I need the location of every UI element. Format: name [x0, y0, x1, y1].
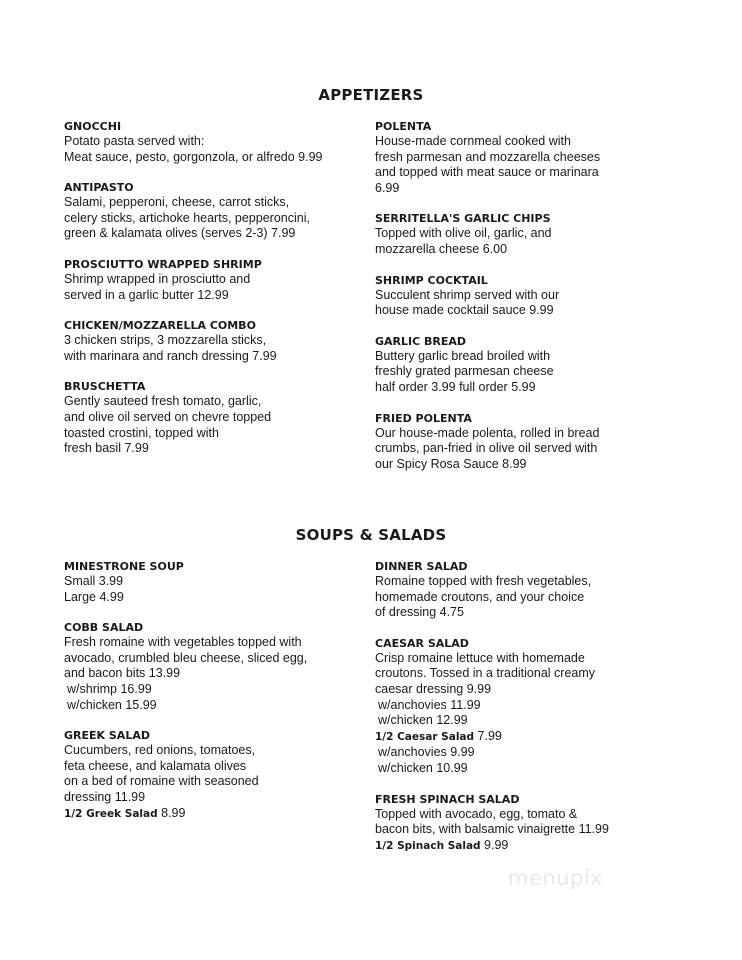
menu-item-description: and olive oil served on chevre topped	[64, 409, 272, 424]
menu-item-description: w/chicken 10.99	[378, 760, 468, 775]
menu-item-description: w/chicken 12.99	[378, 713, 468, 728]
half-portion-price: 7.99	[477, 728, 502, 743]
menu-item-description: crumbs, pan-fried in olive oil served with	[375, 441, 598, 456]
menu-item	[64, 181, 394, 242]
menu-item-description: Topped with avocado, egg, tomato &	[375, 806, 578, 821]
menu-item	[64, 258, 394, 303]
menu-item-description: dressing 11.99	[64, 789, 146, 804]
menu-item-description: Large 4.99	[64, 589, 124, 604]
menu-item-description: Shrimp wrapped in prosciutto and	[64, 271, 251, 286]
menu-item-description: and bacon bits 13.99	[64, 666, 181, 681]
menu-item-description: bacon bits, with balsamic vinaigrette 11.99	[375, 822, 609, 837]
menu-item-description: Romaine topped with fresh vegetables,	[375, 574, 592, 588]
menu-item-name: GNOCCHI	[64, 120, 122, 133]
menu-item-description: Salami, pepperoni, cheese, carrot sticks,	[64, 195, 290, 210]
menu-item-description: our Spicy Rosa Sauce 8.99	[375, 456, 527, 471]
menu-item-description: green & kalamata olives (serves 2-3) 7.99	[64, 226, 296, 241]
menu-item-description: on a bed of romaine with seasoned	[64, 774, 259, 789]
menu-item-name: FRIED POLENTA	[375, 411, 472, 425]
soups-left-column	[64, 560, 394, 838]
menu-item-description: Cucumbers, red onions, tomatoes,	[64, 743, 256, 758]
menu-item-description: w/chicken 15.99	[67, 697, 157, 712]
menu-item-description: Small 3.99	[64, 574, 124, 588]
menu-item	[64, 319, 394, 364]
half-portion-label: 1/2 Spinach Salad	[375, 839, 481, 852]
menu-item-description: and topped with meat sauce or marinara	[375, 165, 599, 180]
menu-item	[375, 560, 705, 621]
menu-item	[375, 212, 705, 257]
menu-item-description: w/shrimp 16.99	[67, 681, 152, 696]
half-portion-label: 1/2 Caesar Salad	[375, 730, 475, 743]
appetizers-left-column	[64, 120, 394, 473]
menu-item	[375, 120, 705, 196]
menu-item-name: POLENTA	[375, 120, 432, 133]
menu-item-name: ANTIPASTO	[64, 181, 134, 195]
menu-item-name: CHICKEN/MOZZARELLA COMBO	[64, 319, 256, 333]
soups-salads-title: SOUPS & SALADS	[295, 526, 447, 544]
menu-item-name: SHRIMP COCKTAIL	[375, 273, 488, 287]
appetizers-title: APPETIZERS	[318, 86, 424, 104]
half-portion-price: 9.99	[484, 837, 509, 852]
menu-item-description: Potato pasta served with:	[64, 134, 205, 148]
watermark: menupix	[508, 866, 604, 890]
menu-item-name: GARLIC BREAD	[375, 334, 467, 348]
menu-item-description: of dressing 4.75	[375, 605, 464, 620]
menu-item-description: served in a garlic butter 12.99	[64, 287, 229, 302]
menu-item-description: Crisp romaine lettuce with homemade	[375, 650, 585, 665]
menu-item	[64, 380, 394, 456]
menu-item	[64, 560, 394, 605]
menu-item-description: caesar dressing 9.99	[375, 681, 492, 696]
menu-item-description: toasted crostini, topped with	[64, 425, 219, 440]
menu-item-description: feta cheese, and kalamata olives	[64, 758, 247, 773]
menu-item-description: freshly grated parmesan cheese	[375, 364, 554, 379]
menu-item	[375, 793, 705, 855]
menu-item-name: DINNER SALAD	[375, 560, 468, 573]
menu-item	[375, 274, 705, 319]
half-portion-price: 8.99	[161, 805, 186, 820]
menu-item-description: w/anchovies 11.99	[378, 697, 481, 712]
menu-item-description: Fresh romaine with vegetables topped with	[64, 635, 302, 650]
menu-item	[375, 412, 705, 473]
menu-item-description: Our house-made polenta, rolled in bread	[375, 425, 600, 440]
half-portion-line	[375, 729, 705, 746]
menu-item-description: House-made cornmeal cooked with	[375, 134, 571, 148]
half-portion-label: 1/2 Greek Salad	[64, 807, 158, 820]
menu-item-name: BRUSCHETTA	[64, 380, 146, 394]
menu-item-name: MINESTRONE SOUP	[64, 560, 184, 573]
menu-item	[64, 120, 394, 165]
menu-item-name: SERRITELLA'S GARLIC CHIPS	[375, 212, 551, 226]
menu-item-description: celery sticks, artichoke hearts, pepperoncini,	[64, 210, 310, 225]
menu-item-name: COBB SALAD	[64, 621, 144, 635]
menu-item-name: FRESH SPINACH SALAD	[375, 792, 520, 806]
menu-item-description: with marinara and ranch dressing 7.99	[64, 348, 277, 363]
menu-item-name: PROSCIUTTO WRAPPED SHRIMP	[64, 257, 262, 271]
menu-item	[375, 637, 705, 777]
menu-item-description: Gently sauteed fresh tomato, garlic,	[64, 394, 262, 409]
soups-right-column	[375, 560, 705, 870]
menu-item-name: GREEK SALAD	[64, 729, 150, 743]
menu-item	[64, 729, 394, 822]
menu-item-description: Buttery garlic bread broiled with	[375, 348, 551, 363]
menu-item-description: avocado, crumbled bleu cheese, sliced egg,	[64, 650, 308, 665]
menu-item-description: Succulent shrimp served with our	[375, 287, 560, 302]
menu-item-description: Topped with olive oil, garlic, and	[375, 226, 552, 241]
menu-item-name: CAESAR SALAD	[375, 636, 469, 650]
menu-item-description: homemade croutons, and your choice	[375, 589, 585, 604]
menu-item-description: house made cocktail sauce 9.99	[375, 303, 554, 318]
half-portion-line	[64, 806, 394, 823]
menu-item-description: Meat sauce, pesto, gorgonzola, or alfredo 9.99	[64, 149, 323, 164]
menu-item-description: croutons. Tossed in a traditional creamy	[375, 666, 596, 681]
menu-item-description: fresh basil 7.99	[64, 441, 149, 456]
menu-item-description: 6.99	[375, 180, 400, 195]
menu-item	[375, 335, 705, 396]
menu-item-description: 3 chicken strips, 3 mozzarella sticks,	[64, 333, 267, 348]
menu-item-description: half order 3.99 full order 5.99	[375, 379, 536, 394]
appetizers-right-column	[375, 120, 705, 488]
menu-item-description: mozzarella cheese 6.00	[375, 241, 508, 256]
menu-item-description: fresh parmesan and mozzarella cheeses	[375, 149, 601, 164]
menu-item	[64, 621, 394, 713]
half-portion-line	[375, 838, 705, 855]
menu-item-description: w/anchovies 9.99	[378, 745, 475, 760]
